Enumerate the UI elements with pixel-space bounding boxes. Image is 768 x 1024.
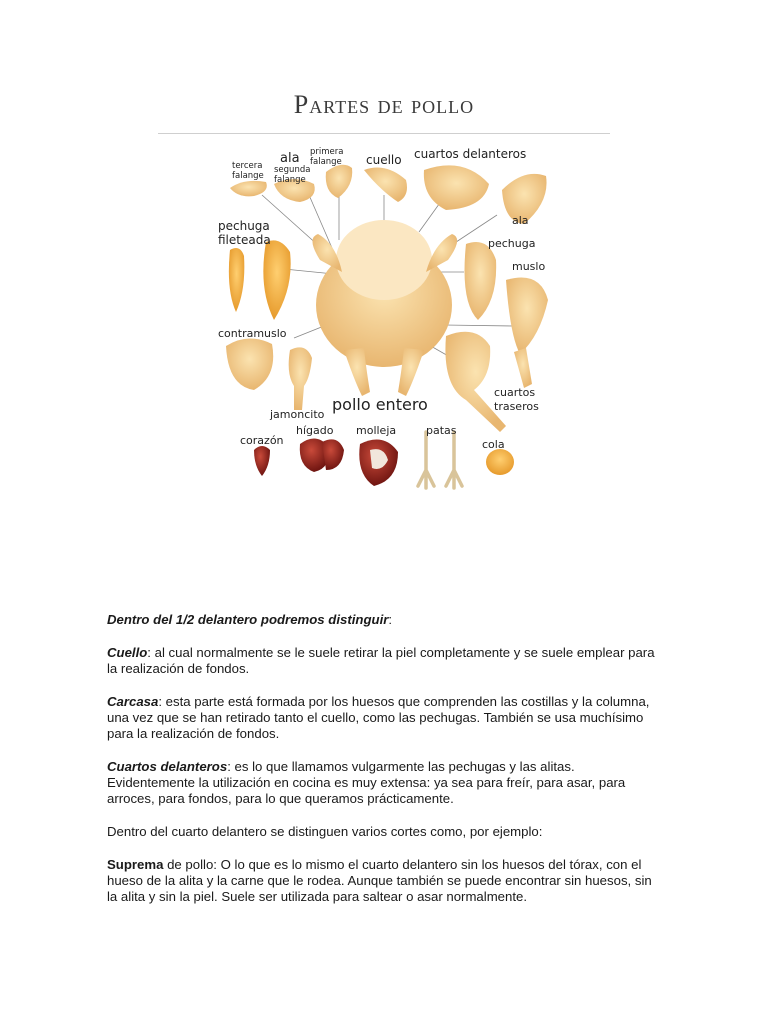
hind-quarter-icon: [445, 332, 506, 432]
paragraph-cortes: Dentro del cuarto delantero se distinguen varios cortes como, por ejemplo:: [107, 824, 543, 839]
label-tercera-falange-1: tercera: [232, 161, 263, 171]
thigh-leg-icon: [506, 278, 548, 389]
breast-fillet-icon: [229, 240, 291, 320]
paragraph-cuartos-delanteros: Cuartos delanteros: es lo que llamamos vulgarmente las pechugas y las alitas. Evidentemente la utilización en cocina es muy extensa: ya sea para freír, para asar, para arroces, para fondos, para lo que queramos prácticamente.: [107, 759, 626, 806]
liver-icon: [300, 438, 344, 472]
label-molleja: molleja: [356, 424, 397, 437]
wing-drumette-icon: [326, 165, 352, 198]
paragraph-cuello: Cuello: al cual normalmente se le suele retirar la piel completamente y se suele emplear para la realización de fondos.: [107, 645, 655, 676]
front-quarter-icon: [424, 165, 489, 210]
chicken-parts-figure: [214, 140, 554, 495]
article-body: [107, 612, 662, 922]
thigh-icon: [226, 338, 273, 390]
wing-tip-icon: [230, 181, 267, 196]
label-pechuga-fileteada-1: pechuga: [218, 219, 270, 233]
tail-icon: [486, 449, 514, 475]
feet-icon: [418, 432, 462, 488]
title-divider: [158, 133, 610, 134]
label-ala-right: ala: [512, 214, 529, 227]
neck-icon: [364, 168, 407, 202]
label-contramuslo: contramuslo: [218, 327, 287, 340]
drumstick-icon: [289, 347, 312, 410]
label-higado: hígado: [296, 424, 334, 437]
label-segunda-falange-2: falange: [274, 175, 306, 185]
label-patas: patas: [426, 424, 457, 437]
label-cola: cola: [482, 438, 505, 451]
whole-chicken-icon: [312, 220, 457, 396]
label-cuartos-traseros-2: traseros: [494, 400, 539, 413]
label-pechuga: pechuga: [488, 237, 536, 250]
heart-icon: [254, 446, 270, 476]
label-primera-falange-2: falange: [310, 157, 342, 167]
label-tercera-falange-2: falange: [232, 171, 264, 181]
label-corazon: corazón: [240, 434, 284, 447]
label-cuartos-traseros-1: cuartos: [494, 386, 536, 399]
label-cuello: cuello: [366, 153, 402, 167]
gizzard-icon: [359, 440, 398, 487]
breast-icon: [465, 242, 497, 320]
label-ala-top: ala: [280, 151, 300, 166]
label-primera-falange-1: primera: [310, 147, 344, 157]
page-title: Partes de pollo: [293, 90, 475, 119]
label-segunda-falange-1: segunda: [274, 165, 311, 175]
paragraph-intro: Dentro del 1/2 delantero podremos distinguir:: [107, 612, 393, 627]
label-jamoncito: jamoncito: [270, 408, 325, 421]
paragraph-suprema: Suprema de pollo: O lo que es lo mismo el cuarto delantero sin los huesos del tórax, con el hueso de la alita y la carne que le rodea. Aunque también se puede encontrar sin huesos, sin la alita y sin la piel. Suele ser utilizada para saltear o asar normalmente.: [107, 857, 652, 904]
paragraph-carcasa: Carcasa: esta parte está formada por los huesos que comprenden las costillas y la columna, una vez que se han retirado tanto el cuello, como las pechugas. También se usa muchísimo para la realización de fondos.: [107, 694, 650, 741]
label-pechuga-fileteada-2: fileteada: [218, 233, 271, 247]
label-cuartos-delanteros: cuartos delanteros: [414, 147, 527, 161]
label-pollo-entero: pollo entero: [332, 395, 428, 414]
label-muslo: muslo: [512, 260, 546, 273]
